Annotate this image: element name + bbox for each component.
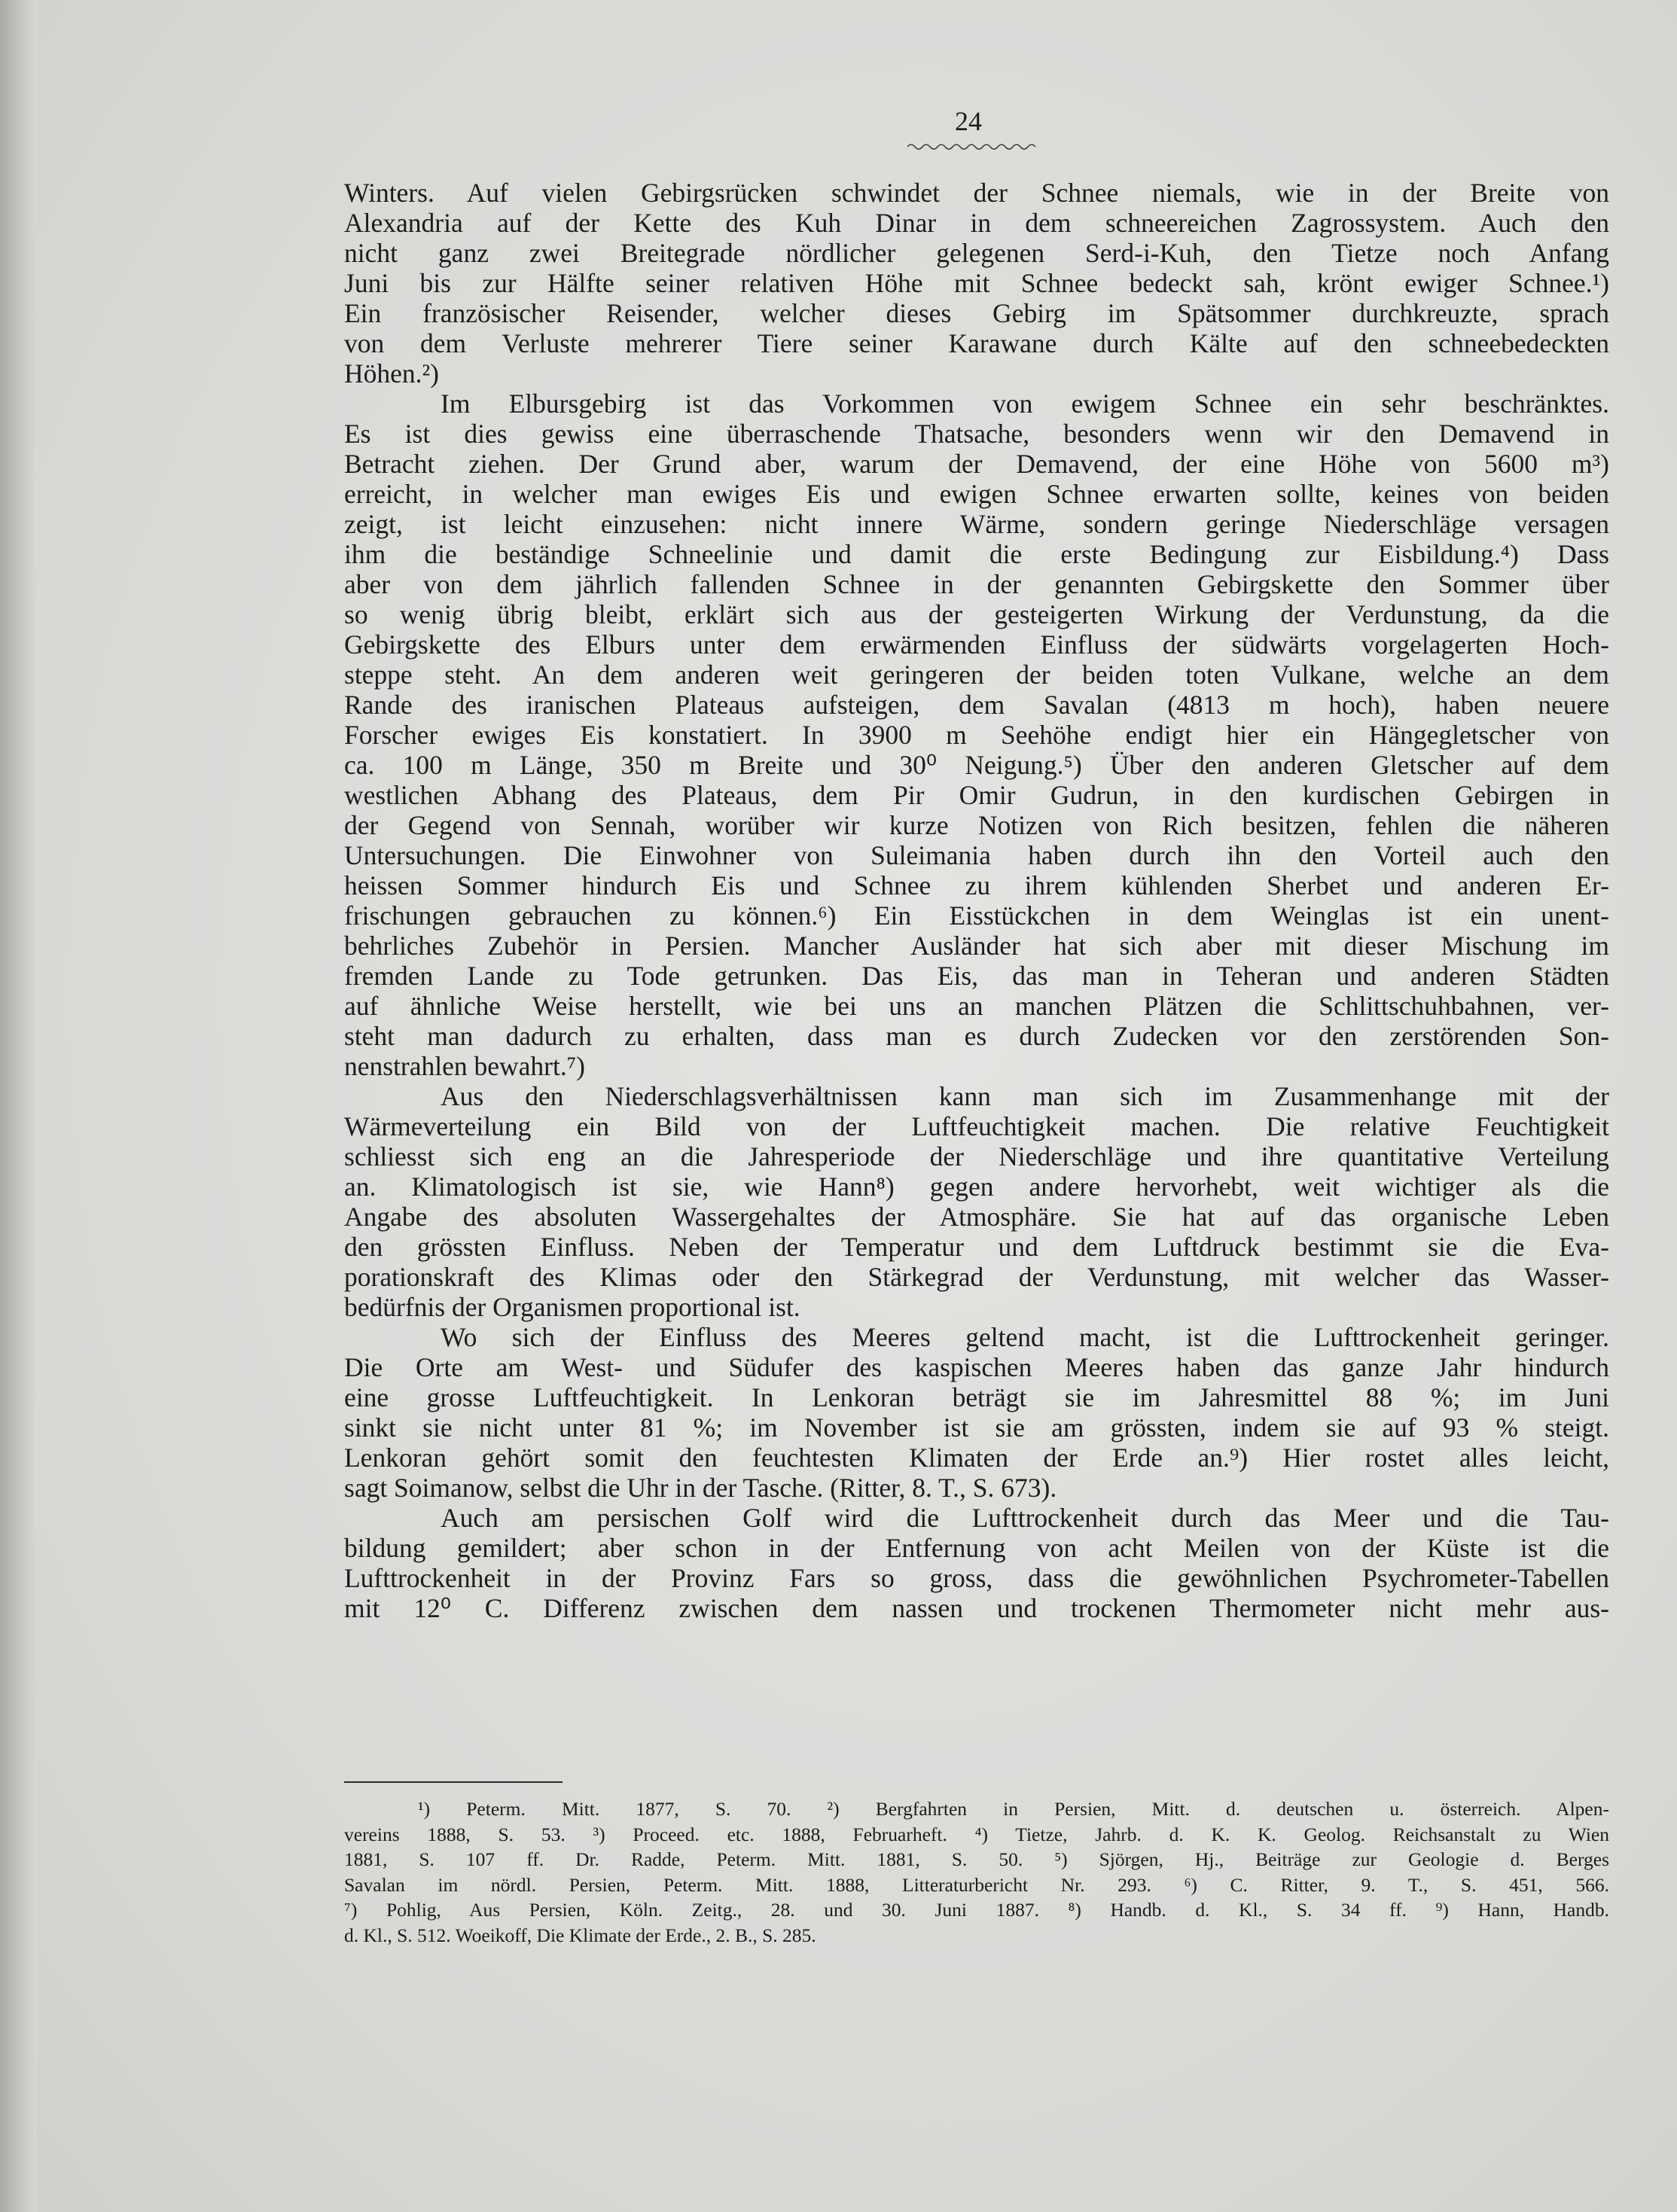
body-line: auf ähnliche Weise herstellt, wie bei uns an manchen Plätzen die Schlittschuhbahnen, ver- — [344, 991, 1609, 1021]
body-line: nicht ganz zwei Breitegrade nördlicher gelegenen Serd-i-Kuh, den Tietze noch Anfang — [344, 238, 1609, 268]
body-line: den grössten Einfluss. Neben der Temperatur und dem Luftdruck bestimmt sie die Eva- — [344, 1232, 1609, 1262]
body-line: erreicht, in welcher man ewiges Eis und ewigen Schnee erwarten sollte, keines von beiden — [344, 479, 1609, 509]
body-line: Betracht ziehen. Der Grund aber, warum der Demavend, der eine Höhe von 5600 m³) — [344, 449, 1609, 479]
body-line: westlichen Abhang des Plateaus, dem Pir Omir Gudrun, in den kurdischen Gebirgen in — [344, 780, 1609, 810]
body-line: Rande des iranischen Plateaus aufsteigen, dem Savalan (4813 m hoch), haben neuere — [344, 690, 1609, 720]
body-line: so wenig übrig bleibt, erklärt sich aus der gesteigerten Wirkung der Verdunstung, da die — [344, 599, 1609, 629]
body-line: der Gegend von Sennah, worüber wir kurze Notizen von Rich besitzen, fehlen die näheren — [344, 810, 1609, 840]
body-line: Wo sich der Einfluss des Meeres geltend macht, ist die Lufttrockenheit geringer. — [441, 1322, 1609, 1352]
body-line: Gebirgskette des Elburs unter dem erwärmenden Einfluss der südwärts vorgelagerten Hoch- — [344, 629, 1609, 660]
body-line: sagt Soimanow, selbst die Uhr in der Tasche. (Ritter, 8. T., S. 673). — [344, 1473, 1057, 1503]
body-line: Lenkoran gehört somit den feuchtesten Klimaten der Erde an.⁹) Hier rostet alles leicht, — [344, 1443, 1609, 1473]
body-line: Angabe des absoluten Wassergehaltes der Atmosphäre. Sie hat auf das organische Leben — [344, 1202, 1609, 1232]
body-line: Die Orte am West- und Südufer des kaspischen Meeres haben das ganze Jahr hindurch — [344, 1352, 1609, 1382]
page-number: 24 — [955, 106, 982, 136]
body-line: ihm die beständige Schneelinie und damit die erste Bedingung zur Eisbildung.⁴) Dass — [344, 539, 1609, 569]
body-line: zeigt, ist leicht einzusehen: nicht innere Wärme, sondern geringe Niederschläge versagen — [344, 509, 1609, 539]
body-line: Alexandria auf der Kette des Kuh Dinar in dem schneereichen Zagrossystem. Auch den — [344, 208, 1609, 238]
body-line: Auch am persischen Golf wird die Lufttrockenheit durch das Meer und die Tau- — [441, 1503, 1609, 1533]
body-line: schliesst sich eng an die Jahresperiode der Niederschläge und ihre quantitative Verteilung — [344, 1141, 1609, 1172]
footnote-line: d. Kl., S. 512. Woeikoff, Die Klimate der Erde., 2. B., S. 285. — [344, 1924, 816, 1946]
footnote-line: ¹) Peterm. Mitt. 1877, S. 70. ²) Bergfahrten in Persien, Mitt. d. deutschen u. österreich. Alpen- — [418, 1798, 1609, 1820]
body-line: aber von dem jährlich fallenden Schnee in der genannten Gebirgskette den Sommer über — [344, 569, 1609, 599]
binding-fold-shadow — [0, 0, 36, 2212]
body-line: Lufttrockenheit in der Provinz Fars so gross, dass die gewöhnlichen Psychrometer-Tabellen — [344, 1563, 1609, 1593]
body-line: Winters. Auf vielen Gebirgsrücken schwindet der Schnee niemals, wie in der Breite von — [344, 178, 1609, 208]
page-number-ornament — [907, 142, 1035, 152]
footnote-line: vereins 1888, S. 53. ³) Proceed. etc. 1888, Februarheft. ⁴) Tietze, Jahrb. d. K. K. Geolog. Reichsanstalt zu Wien — [344, 1823, 1609, 1845]
body-line: ca. 100 m Länge, 350 m Breite und 30⁰ Neigung.⁵) Über den anderen Gletscher auf dem — [344, 750, 1609, 780]
body-line: Juni bis zur Hälfte seiner relativen Höhe mit Schnee bedeckt sah, krönt ewiger Schnee.¹) — [344, 268, 1609, 298]
body-line: porationskraft des Klimas oder den Stärkegrad der Verdunstung, mit welcher das Wasser- — [344, 1262, 1609, 1292]
body-line: sinkt sie nicht unter 81 %; im November ist sie am grössten, indem sie auf 93 % steigt. — [344, 1412, 1609, 1443]
body-line: Im Elbursgebirg ist das Vorkommen von ewigem Schnee ein sehr beschränktes. — [441, 388, 1609, 419]
body-line: steht man dadurch zu erhalten, dass man es durch Zudecken vor den zerstörenden Son- — [344, 1021, 1609, 1051]
body-line: Wärmeverteilung ein Bild von der Luftfeuchtigkeit machen. Die relative Feuchtigkeit — [344, 1111, 1609, 1141]
body-line: bedürfnis der Organismen proportional ist. — [344, 1292, 800, 1322]
body-line: bildung gemildert; aber schon in der Entfernung von acht Meilen von der Küste ist die — [344, 1533, 1609, 1563]
body-line: heissen Sommer hindurch Eis und Schnee zu ihrem kühlenden Sherbet und anderen Er- — [344, 870, 1609, 900]
body-line: an. Klimatologisch ist sie, wie Hann⁸) gegen andere hervorhebt, weit wichtiger als die — [344, 1172, 1609, 1202]
footnotes — [344, 1796, 1609, 1948]
body-line: Höhen.²) — [344, 358, 439, 388]
body-line: frischungen gebrauchen zu können.⁶) Ein Eisstückchen in dem Weinglas ist ein unent- — [344, 900, 1609, 931]
body-line: Aus den Niederschlagsverhältnissen kann man sich im Zusammenhange mit der — [441, 1081, 1609, 1111]
body-text — [344, 178, 1609, 1623]
body-line: behrliches Zubehör in Persien. Mancher Ausländer hat sich aber mit dieser Mischung im — [344, 931, 1609, 961]
body-line: Ein französischer Reisender, welcher dieses Gebirg im Spätsommer durchkreuzte, sprach — [344, 298, 1609, 328]
footnote-divider — [344, 1781, 563, 1783]
body-line: von dem Verluste mehrerer Tiere seiner Karawane durch Kälte auf den schneebedeckten — [344, 328, 1609, 358]
footnote-line: ⁷) Pohlig, Aus Persien, Köln. Zeitg., 28. und 30. Juni 1887. ⁸) Handb. d. Kl., S. 34 ff. ⁹) Hann, Handb. — [344, 1899, 1609, 1921]
body-line: Forscher ewiges Eis konstatiert. In 3900 m Seehöhe endigt hier ein Hängegletscher von — [344, 720, 1609, 750]
body-line: Untersuchungen. Die Einwohner von Suleimania haben durch ihn den Vorteil auch den — [344, 840, 1609, 870]
body-line: mit 12⁰ C. Differenz zwischen dem nassen und trockenen Thermometer nicht mehr aus- — [344, 1593, 1609, 1623]
footnote-line: 1881, S. 107 ff. Dr. Radde, Peterm. Mitt. 1881, S. 50. ⁵) Sjörgen, Hj., Beiträge zur Geologie d. Berges — [344, 1848, 1609, 1870]
body-line: eine grosse Luftfeuchtigkeit. In Lenkoran beträgt sie im Jahresmittel 88 %; im Juni — [344, 1382, 1609, 1412]
body-line: nenstrahlen bewahrt.⁷) — [344, 1051, 585, 1081]
body-line: fremden Lande zu Tode getrunken. Das Eis, das man in Teheran und anderen Städten — [344, 961, 1609, 991]
footnote-line: Savalan im nördl. Persien, Peterm. Mitt. 1888, Litteraturbericht Nr. 293. ⁶) C. Ritter, 9. T., S. 451, 566. — [344, 1873, 1609, 1896]
body-line: Es ist dies gewiss eine überraschende Thatsache, besonders wenn wir den Demavend in — [344, 419, 1609, 449]
body-line: steppe steht. An dem anderen weit geringeren der beiden toten Vulkane, welche an dem — [344, 660, 1609, 690]
